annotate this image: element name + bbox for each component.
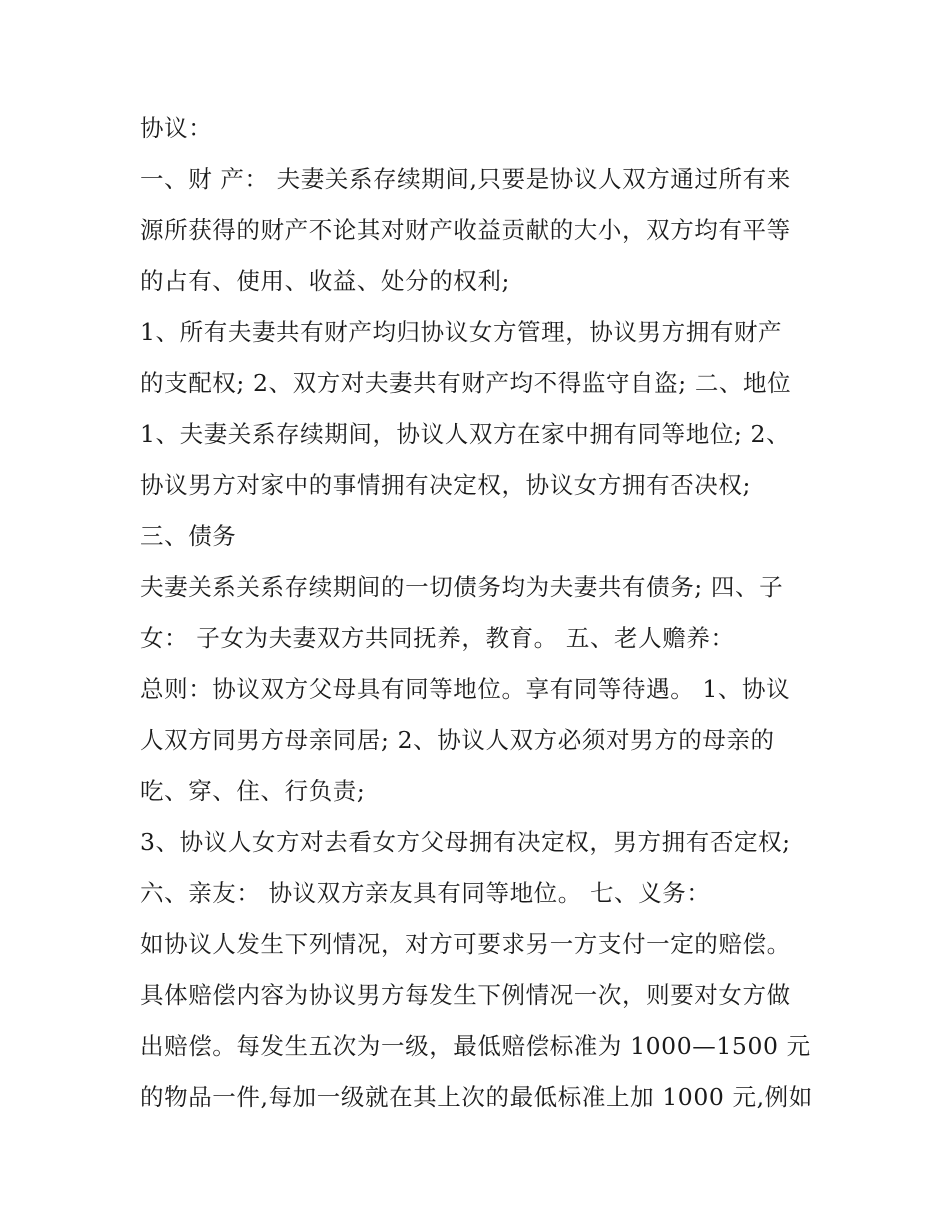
text-line: 出赔偿。每发生五次为一级，最低赔偿标准为 1000—1500 元 <box>140 1032 811 1060</box>
text-line: 1、夫妻关系存续期间，协议人双方在家中拥有同等地位; 2、 <box>140 420 791 448</box>
text-line: 协议男方对家中的事情拥有决定权，协议女方拥有否决权; <box>140 471 752 499</box>
text-line: 夫妻关系关系存续期间的一切债务均为夫妻共有债务; 四、子 <box>140 573 784 601</box>
text-line: 总则：协议双方父母具有同等地位。享有同等待遇。 1、协议 <box>140 675 791 703</box>
text-line: 的物品一件,每加一级就在其上次的最低标准上加 1000 元,例如 <box>140 1083 813 1111</box>
text-line: 女： 子女为夫妻双方共同抚养，教育。 五、老人赡养： <box>140 624 735 652</box>
text-line: 具体赔偿内容为协议男方每发生下例情况一次，则要对女方做 <box>140 981 791 1009</box>
text-line: 1、所有夫妻共有财产均归协议女方管理，协议男方拥有财产 <box>140 318 783 346</box>
text-line: 六、亲友： 协议双方亲友具有同等地位。 七、义务： <box>140 879 711 907</box>
text-line: 三、债务 <box>140 522 237 550</box>
text-line: 如协议人发生下列情况，对方可要求另一方支付一定的赔偿。 <box>140 930 791 958</box>
document-body <box>140 108 830 1128</box>
text-line: 人双方同男方母亲同居; 2、协议人双方必须对男方的母亲的 <box>140 726 775 754</box>
text-line: 的支配权; 2、双方对夫妻共有财产均不得监守自盗; 二、地位 <box>140 369 792 397</box>
text-line: 源所获得的财产不论其对财产收益贡献的大小，双方均有平等 <box>140 216 791 244</box>
text-line: 协议： <box>140 114 213 142</box>
text-line: 一、财 产： 夫妻关系存续期间,只要是协议人双方通过所有来 <box>140 165 791 193</box>
text-line: 吃、穿、住、行负责; <box>140 777 366 805</box>
text-line: 3、协议人女方对去看女方父母拥有决定权，男方拥有否定权; <box>140 828 791 856</box>
text-line: 的占有、使用、收益、处分的权利; <box>140 267 511 295</box>
